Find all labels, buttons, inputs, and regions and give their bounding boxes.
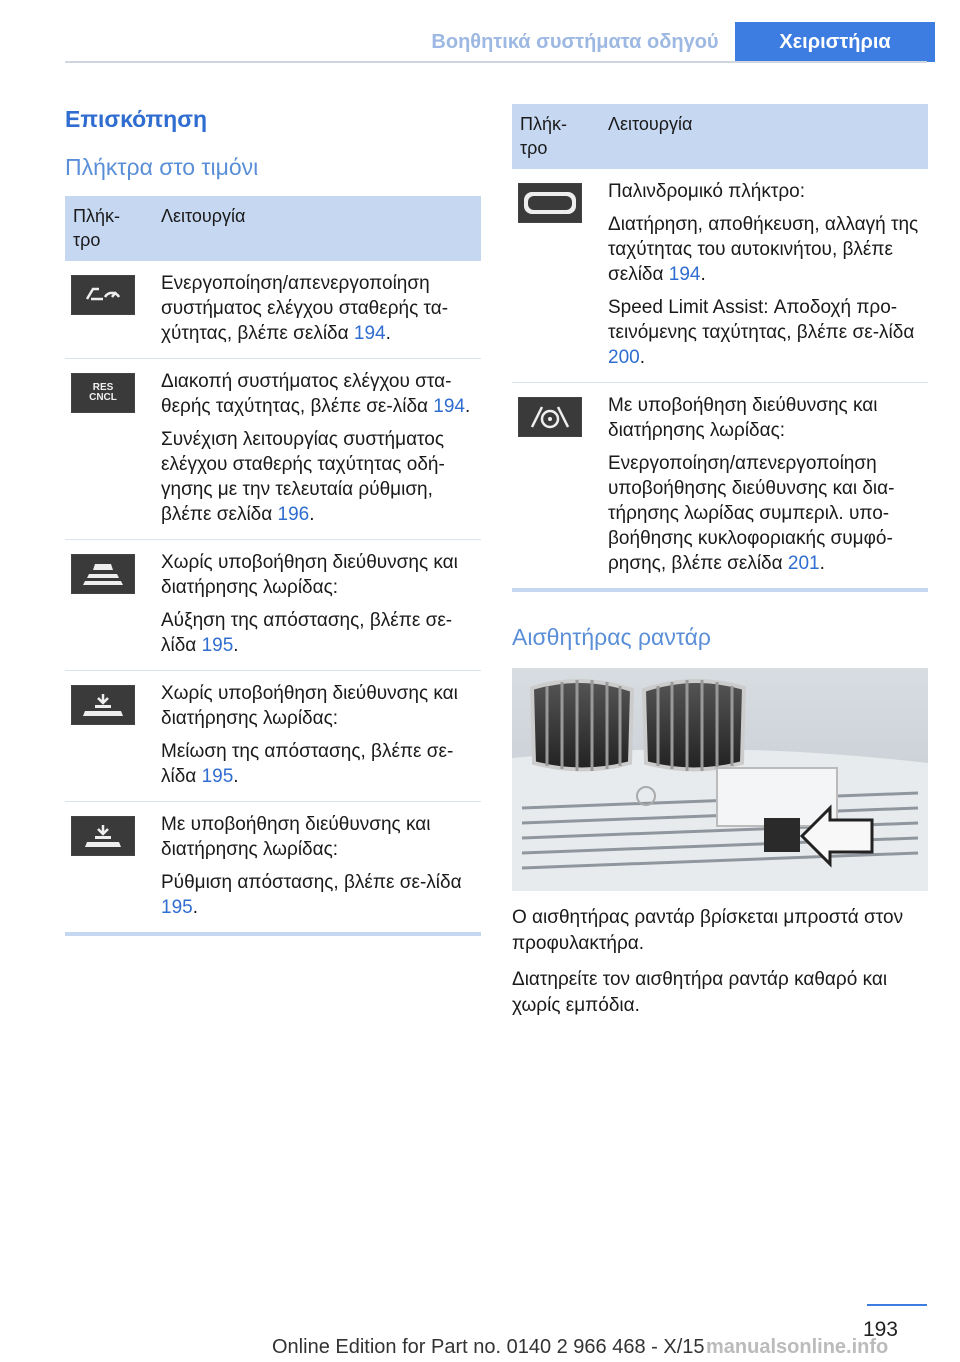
page-reference-link[interactable]: 196	[277, 504, 310, 525]
distance-decrease-icon	[71, 685, 135, 725]
steering-assist-icon	[518, 397, 582, 437]
page-reference-link[interactable]: 195	[201, 635, 234, 656]
page-number: 193	[862, 1318, 898, 1341]
table-row	[65, 261, 481, 359]
page-reference-link[interactable]: 195	[161, 897, 193, 918]
table-header-row	[65, 196, 481, 261]
function-cell	[153, 359, 481, 540]
section-subtitle: Πλήκτρα στο τιμόνι	[65, 154, 259, 180]
watermark: manualsonline.info	[706, 1336, 889, 1358]
edition-footer: Online Edition for Part no. 0140 2 966 468 - X/15	[272, 1336, 705, 1358]
function-cell	[153, 802, 481, 935]
radar-care-text: Διατηρείτε τον αισθητήρα ραντάρ καθαρό και χωρίς εμπόδια.	[512, 969, 888, 1016]
page-reference-link[interactable]: 195	[201, 766, 234, 787]
table-header-row	[512, 104, 928, 169]
function-text: Διακοπή συστήματος ελέγχου στα-θερής ταχύτητας, βλέπε σε-λίδα 194.	[161, 371, 471, 417]
page-title: Επισκόπηση	[65, 106, 207, 132]
key-label: RES CNCL	[89, 382, 117, 403]
key-cell	[512, 383, 600, 591]
header-divider	[65, 61, 927, 63]
function-text: Με υποβοήθηση διεύθυνσης και διατήρησης λωρίδας:	[161, 814, 431, 860]
radar-location-text: Ο αισθητήρας ραντάρ βρίσκεται μπροστά στον προφυλακτήρα.	[512, 907, 904, 954]
left-column	[65, 100, 481, 936]
col-header-key: Πλήκ- τρο	[512, 104, 600, 169]
radar-sensor-photo	[512, 668, 928, 891]
table-row	[512, 169, 928, 383]
table-row	[65, 359, 481, 540]
function-text: Ρύθμιση απόστασης, βλέπε σε-λίδα 195.	[161, 872, 462, 918]
steering-keys-table-continued	[512, 104, 928, 592]
col-header-function: Λειτουργία	[153, 196, 481, 261]
res-cncl-icon	[71, 373, 135, 413]
page-reference-link[interactable]: 194	[433, 396, 465, 417]
function-text: Διατήρηση, αποθήκευση, αλλαγή της ταχύτητας του αυτοκινήτου, βλέπε σελίδα 194.	[608, 214, 919, 285]
table-row	[65, 802, 481, 935]
key-cell	[65, 261, 153, 359]
rocker-switch-icon	[518, 183, 582, 223]
key-cell	[65, 802, 153, 935]
key-cell	[65, 540, 153, 671]
page-reference-link[interactable]: 201	[787, 553, 820, 574]
distance-adjust-icon	[71, 816, 135, 856]
function-text: Χωρίς υποβοήθηση διεύθυνσης και διατήρησης λωρίδας:	[161, 552, 458, 598]
footer-divider	[867, 1304, 927, 1306]
col-header-function: Λειτουργία	[600, 104, 928, 169]
function-text: Αύξηση της απόστασης, βλέπε σε-λίδα 195.	[161, 610, 453, 656]
function-text: Speed Limit Assist: Αποδοχή προ-τεινόμενης ταχύτητας, βλέπε σε-λίδα 200.	[608, 297, 915, 368]
col-header-key: Πλήκ- τρο	[65, 196, 153, 261]
function-cell	[600, 383, 928, 591]
function-text: Συνέχιση λειτουργίας συστήματος ελέγχου σταθερής ταχύτητας οδή-γησης με την τελευταία ρύθμιση, βλέπε σελίδα 196.	[161, 429, 445, 525]
table-row	[65, 671, 481, 802]
function-text: Μείωση της απόστασης, βλέπε σε-λίδα 195.	[161, 741, 454, 787]
function-cell	[153, 261, 481, 359]
function-text: Ενεργοποίηση/απενεργοποίηση υποβοήθησης διεύθυνσης και δια-τήρησης λωρίδας συμπεριλ. υπο-βοήθησης κυκλοφοριακής συμφό-ρησης, βλέπε σελίδα 201.	[608, 453, 895, 574]
function-cell	[153, 540, 481, 671]
header-tabs	[415, 22, 935, 62]
function-cell	[153, 671, 481, 802]
cruise-control-icon	[71, 275, 135, 315]
table-row	[65, 540, 481, 671]
kidney-grille-left	[532, 680, 632, 771]
key-cell	[512, 169, 600, 383]
function-cell	[600, 169, 928, 383]
page-reference-link[interactable]: 194	[668, 264, 701, 285]
page-reference-link[interactable]: 194	[353, 323, 386, 344]
distance-increase-icon	[71, 554, 135, 594]
chapter-tab[interactable]: Χειριστήρια	[735, 22, 935, 62]
function-text: Χωρίς υποβοήθηση διεύθυνσης και διατήρησης λωρίδας:	[161, 683, 458, 729]
key-cell	[65, 359, 153, 540]
key-cell	[65, 671, 153, 802]
steering-keys-table	[65, 196, 481, 936]
function-text: Με υποβοήθηση διεύθυνσης και διατήρησης λωρίδας:	[608, 395, 878, 441]
radar-description	[512, 905, 928, 1019]
right-column	[512, 100, 928, 1029]
function-text: Παλινδρομικό πλήκτρο:	[608, 181, 805, 202]
page-reference-link[interactable]: 200	[608, 347, 640, 368]
kidney-grille-right	[644, 680, 744, 771]
function-text: Ενεργοποίηση/απενεργοποίηση συστήματος ελέγχου σταθερής τα-χύτητας, βλέπε σελίδα 194.	[161, 273, 449, 344]
table-row	[512, 383, 928, 591]
section-tab[interactable]: Βοηθητικά συστήματα οδηγού	[431, 30, 719, 53]
radar-sensor	[764, 818, 800, 852]
radar-section-title: Αισθητήρας ραντάρ	[512, 624, 711, 650]
